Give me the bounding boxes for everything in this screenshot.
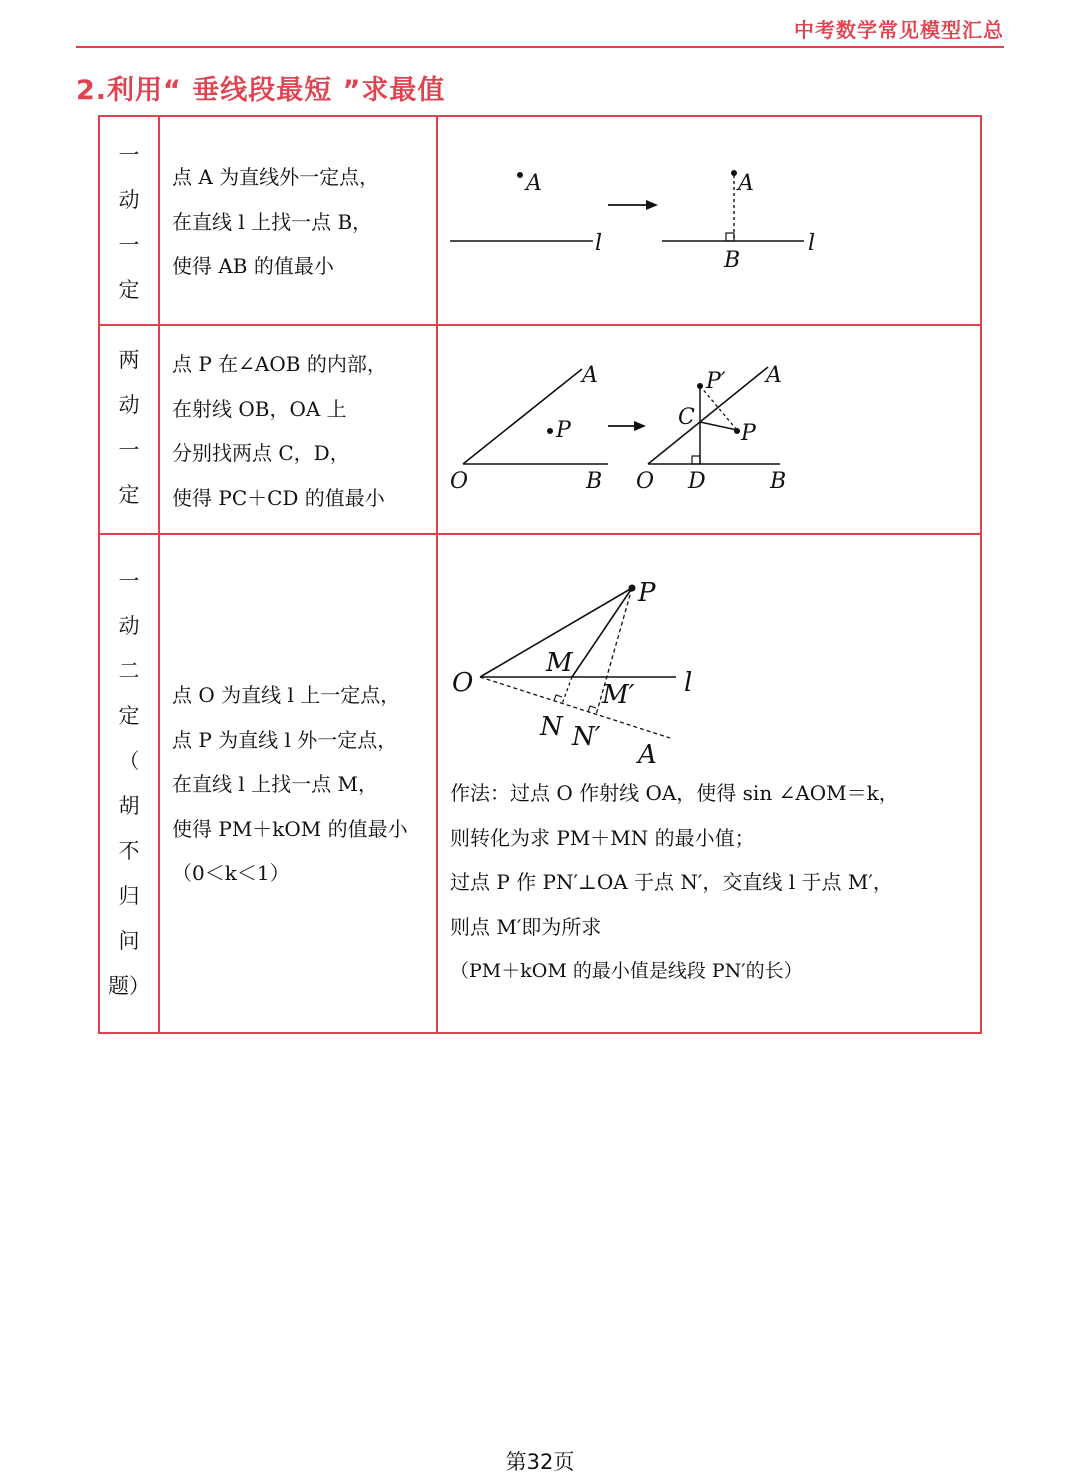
label-n-prime: N′ [572, 722, 601, 752]
label-a: A [582, 363, 598, 388]
label-a-2: A [738, 171, 754, 196]
description-line: 在直线 l 上找一点 M， [172, 772, 378, 796]
label-l: l [595, 231, 603, 256]
label-p: P [556, 418, 571, 443]
label-m-prime: M′ [602, 680, 635, 710]
model-description-cell [159, 116, 437, 325]
label-b: B [586, 469, 603, 494]
description-line: 在射线 OB，OA 上 [172, 396, 347, 421]
label-p: P [638, 578, 656, 608]
description-line: 点 A 为直线外一定点， [172, 165, 380, 189]
label-n: N [540, 712, 563, 742]
type-char: 题） [108, 973, 150, 998]
segment-mp [572, 588, 632, 677]
label-c: C [678, 405, 695, 430]
method-line: 作法：过点 O 作射线 OA，使得 sin ∠AOM＝k， [450, 781, 899, 805]
model-description-cell [159, 325, 437, 534]
type-char: 胡 [118, 793, 140, 818]
arrow-head [646, 200, 658, 210]
table-row [99, 116, 981, 325]
page-header [76, 0, 1004, 48]
type-char: 二 [118, 658, 140, 683]
model-figure-cell [437, 116, 981, 325]
model-description-cell [159, 534, 437, 1033]
type-char: 定 [118, 277, 140, 302]
model-figure-cell [437, 534, 981, 1033]
label-d: D [688, 469, 706, 494]
description-line: 点 P 为直线 l 外一定点， [172, 727, 398, 752]
description-line: 点 O 为直线 l 上一定点， [172, 683, 401, 707]
type-char: 一 [118, 232, 140, 257]
label-m: M [546, 648, 573, 678]
label-b-2: B [770, 469, 787, 494]
type-char: 定 [118, 482, 140, 507]
point-p-2 [734, 428, 740, 434]
type-char: 一 [118, 437, 140, 462]
type-char: 不 [118, 838, 140, 863]
model-type-cell [99, 116, 159, 325]
point-p [547, 428, 553, 434]
table-row [99, 534, 981, 1033]
model-type-cell [99, 325, 159, 534]
description-line: 使得 PC＋CD 的值最小 [172, 485, 385, 510]
description-line: 点 P 在∠AOB 的内部， [172, 352, 387, 376]
label-l: l [684, 668, 693, 698]
figure-one-moving-two-fixed [438, 535, 982, 775]
method-line: 过点 P 作 PN′⊥OA 于点 N′，交直线 l 于点 M′， [450, 870, 893, 894]
type-char: 动 [118, 392, 140, 417]
description-line: 使得 PM＋kOM 的值最小 [172, 816, 408, 841]
segment-m-n [562, 677, 572, 704]
type-char: 动 [118, 187, 140, 212]
label-a: A [638, 740, 657, 770]
method-line: （PM＋kOM 的最小值是线段 PN′的长） [450, 960, 803, 982]
type-char: 一 [118, 568, 140, 593]
label-p-2: P [741, 421, 756, 446]
type-char: 归 [118, 883, 140, 908]
method-line: 则点 M′即为所求 [450, 914, 602, 939]
header-title: 中考数学常见模型汇总 [794, 18, 1004, 42]
page-number: 第32页 [505, 1450, 575, 1474]
label-o: O [450, 469, 469, 494]
description-line: （0＜k＜1） [172, 861, 290, 885]
description-line: 分别找两点 C，D， [172, 441, 350, 465]
figure-one-moving-one-fixed [438, 117, 982, 320]
table-row [99, 325, 981, 534]
label-a-2: A [766, 363, 782, 388]
models-table [98, 115, 982, 1034]
ray-oa [463, 369, 582, 464]
label-p-prime: P′ [706, 369, 726, 394]
model-type-cell [99, 534, 159, 1033]
description-line: 使得 AB 的值最小 [172, 254, 334, 278]
model-figure-cell [437, 325, 981, 534]
method-line: 则转化为求 PM＋MN 的最小值； [450, 825, 755, 850]
construction-method [438, 771, 980, 994]
figure-two-moving-one-fixed [438, 326, 982, 529]
type-char: （ [118, 748, 140, 773]
right-angle-mark-n [554, 695, 562, 701]
right-angle-mark [726, 233, 734, 241]
type-char: 一 [118, 142, 140, 167]
point-a [517, 172, 523, 178]
right-angle-mark [692, 456, 700, 464]
label-o-2: O [636, 469, 655, 494]
type-char: 动 [118, 613, 140, 638]
arrow-head [634, 421, 646, 431]
type-char: 问 [118, 928, 140, 953]
type-char: 两 [118, 347, 140, 372]
right-angle-mark-n-prime [588, 706, 596, 712]
section-title: 2.利用“ 垂线段最短 ”求最值 [76, 75, 446, 106]
label-l-2: l [808, 231, 816, 256]
type-char: 定 [118, 703, 140, 728]
label-a: A [526, 171, 542, 196]
label-b: B [724, 248, 741, 273]
label-o: O [452, 668, 474, 698]
description-line: 在直线 l 上找一点 B， [172, 209, 373, 234]
